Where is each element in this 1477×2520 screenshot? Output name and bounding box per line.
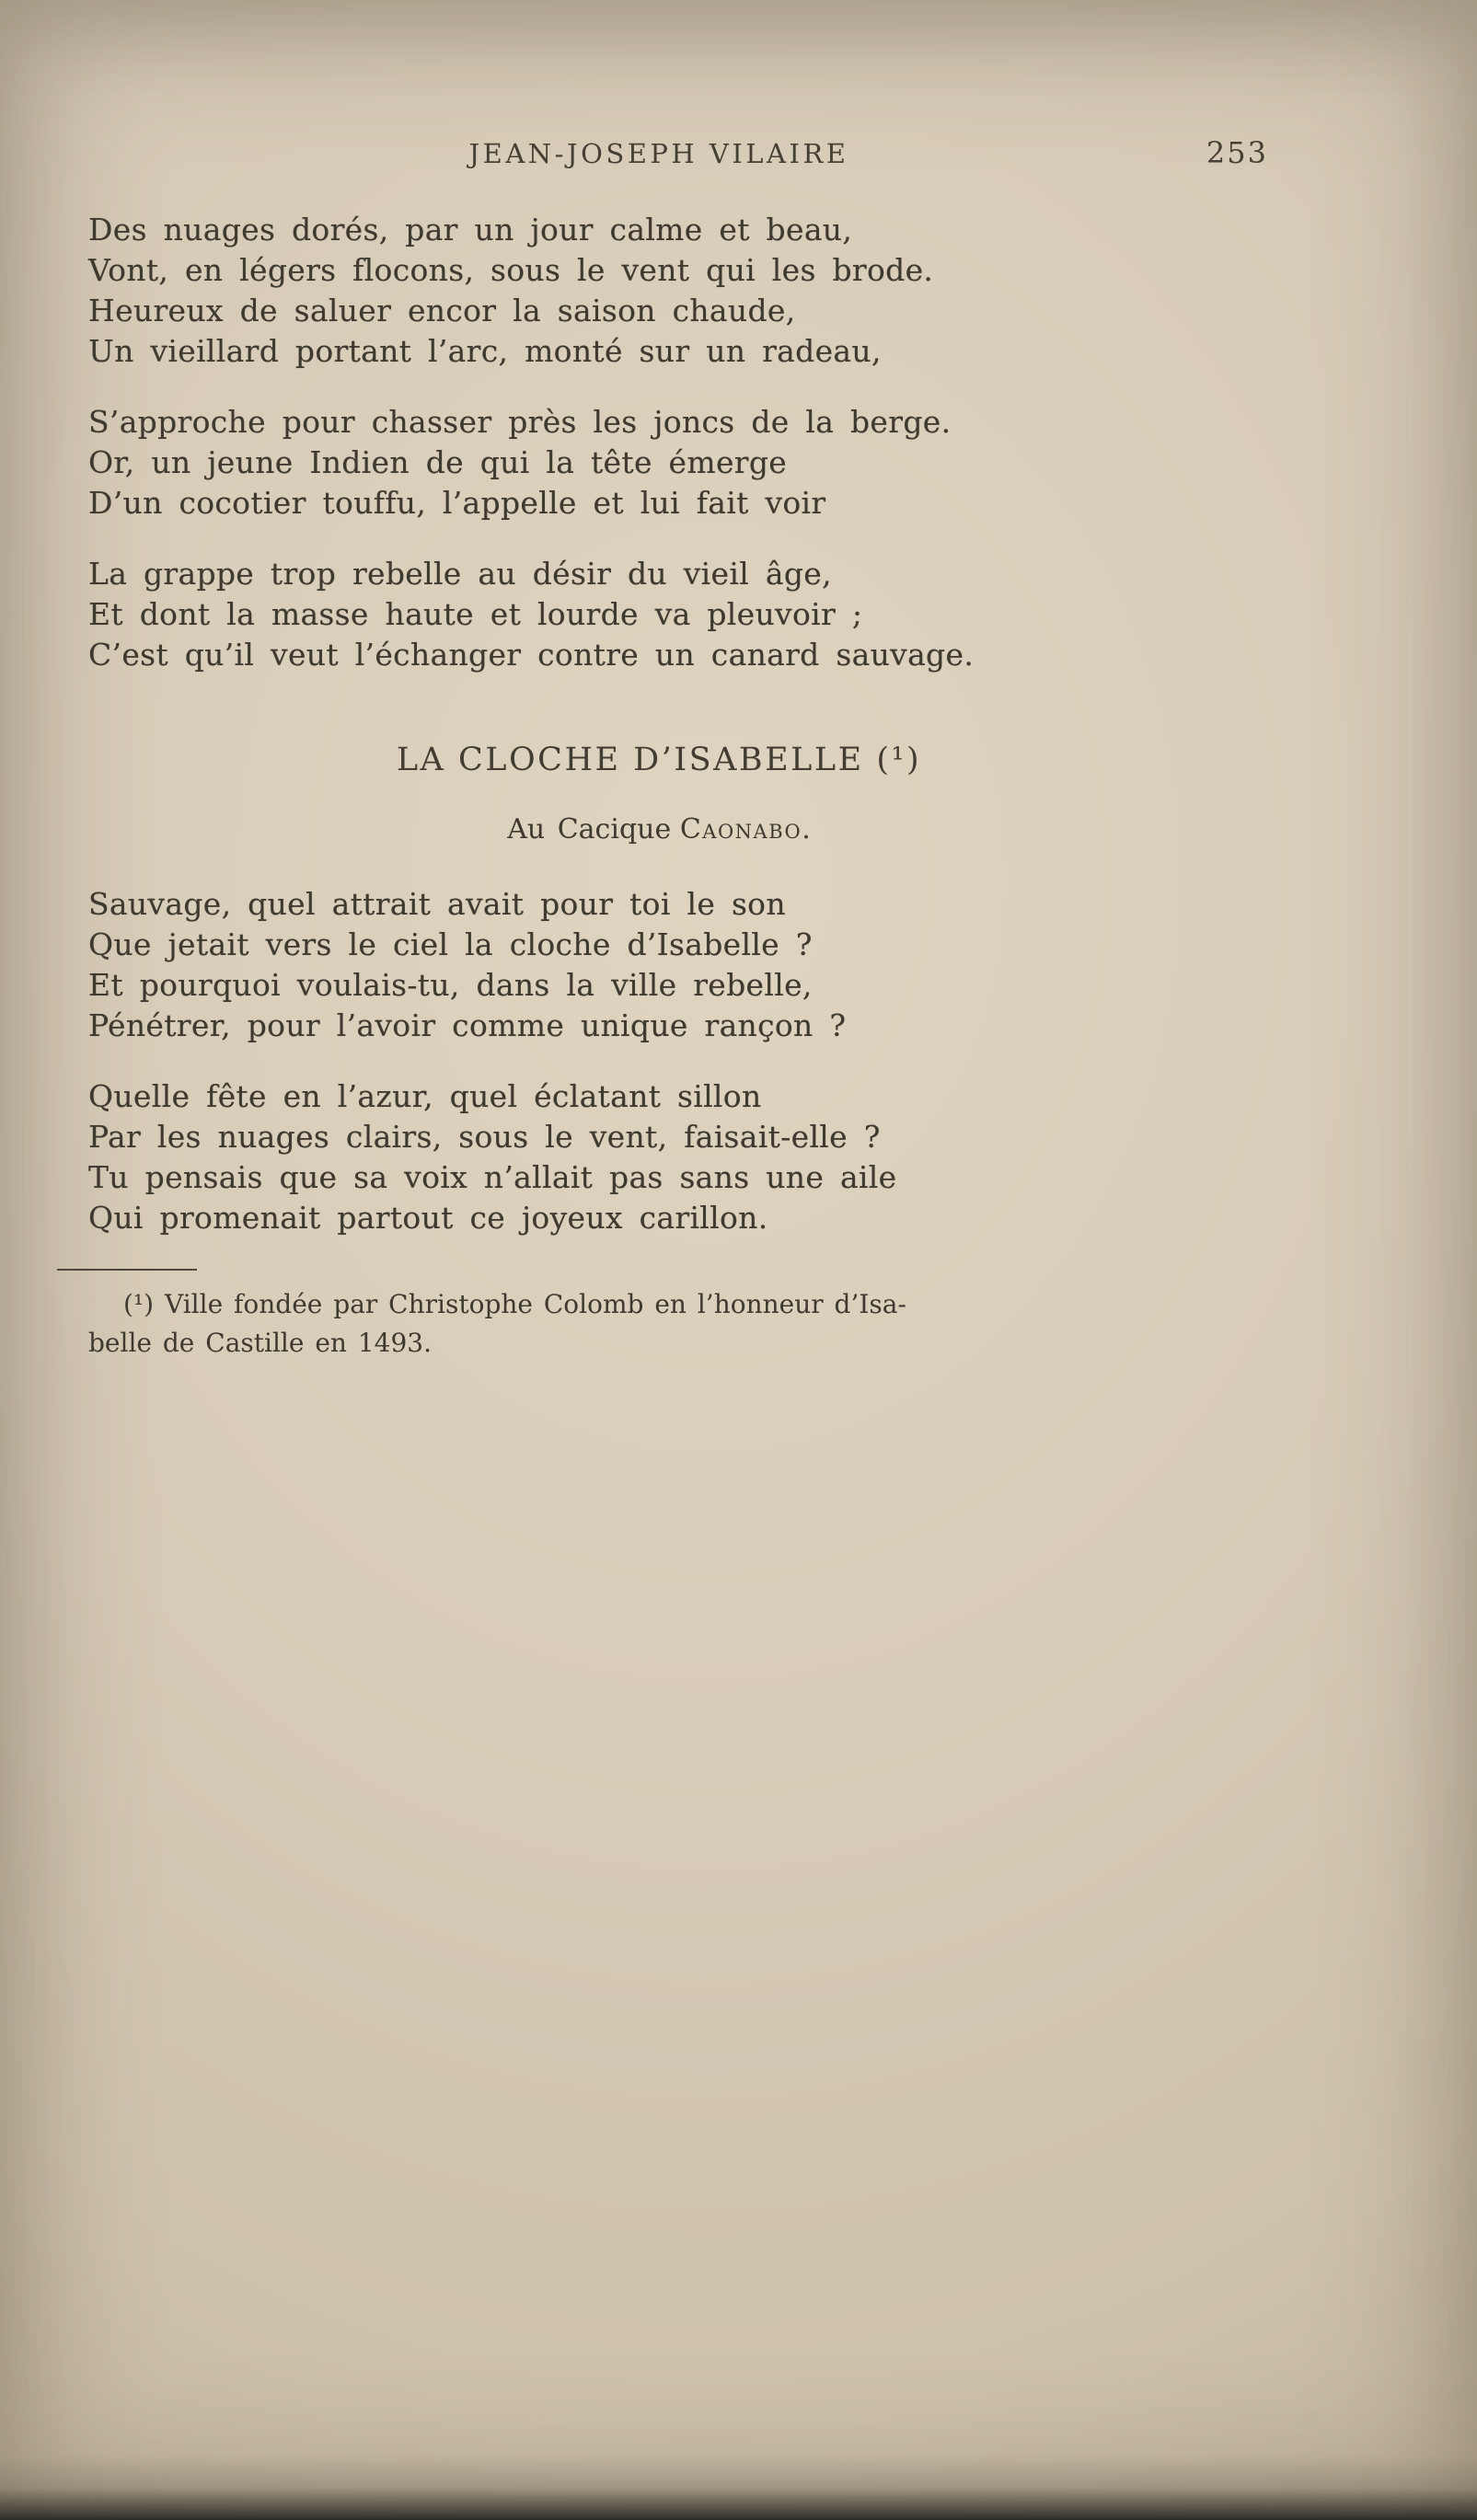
poem-stanza-5 bbox=[88, 1076, 1229, 1238]
poem-line: C’est qu’il veut l’échanger contre un canard sauvage. bbox=[88, 637, 975, 673]
poem-stanza-4 bbox=[88, 884, 1229, 1046]
dedication-period: . bbox=[802, 813, 811, 846]
poem-stanza-1 bbox=[88, 210, 1229, 372]
poem-line: Par les nuages clairs, sous le vent, faisait-elle ? bbox=[88, 1119, 881, 1155]
poem-line: D’un cocotier touffu, l’appelle et lui fait voir bbox=[88, 485, 826, 521]
poem-line: Sauvage, quel attrait avait pour toi le son bbox=[88, 886, 786, 922]
poem-line: Heureux de saluer encor la saison chaude, bbox=[88, 293, 796, 328]
poem-line: Un vieillard portant l’arc, monté sur un radeau, bbox=[88, 333, 882, 369]
footnote-line-1 bbox=[88, 1285, 1229, 1324]
poem-line: Quelle fête en l’azur, quel éclatant sillon bbox=[88, 1078, 762, 1114]
footnote-separator bbox=[57, 1269, 197, 1271]
poem-line: Des nuages dorés, par un jour calme et beau, bbox=[88, 212, 853, 247]
poem-line: Tu pensais que sa voix n’allait pas sans une aile bbox=[88, 1159, 897, 1195]
footnote-marker: (¹) bbox=[123, 1289, 155, 1319]
page-content bbox=[88, 135, 1268, 1363]
dedication-prefix: Au Cacique bbox=[507, 813, 672, 846]
page-number: 253 bbox=[1206, 135, 1268, 170]
poem-line: Pénétrer, pour l’avoir comme unique rançon ? bbox=[88, 1007, 847, 1043]
footnote bbox=[88, 1269, 1229, 1363]
footnote-text-1: Ville fondée par Christophe Colomb en l’honneur d’Isa- bbox=[164, 1289, 906, 1319]
poem-title: LA CLOCHE D’ISABELLE (¹) bbox=[396, 742, 922, 778]
dedication bbox=[88, 813, 1229, 846]
poem-line: Qui promenait partout ce joyeux carillon. bbox=[88, 1200, 768, 1236]
poem-stanza-2 bbox=[88, 402, 1229, 524]
running-header-title: JEAN-JOSEPH VILAIRE bbox=[468, 138, 849, 169]
running-header bbox=[88, 135, 1268, 173]
poem-line: Et pourquoi voulais-tu, dans la ville rebelle, bbox=[88, 967, 813, 1003]
dedication-name: Caonabo bbox=[679, 813, 802, 846]
footnote-line-2: belle de Castille en 1493. bbox=[88, 1328, 433, 1358]
poem-line: Que jetait vers le ciel la cloche d’Isabelle ? bbox=[88, 926, 813, 962]
poem-line: Et dont la masse haute et lourde va pleuvoir ; bbox=[88, 596, 863, 632]
poem-line: La grappe trop rebelle au désir du vieil âge, bbox=[88, 556, 832, 592]
poem-line: S’approche pour chasser près les joncs de la berge. bbox=[88, 404, 952, 440]
poem-line: Or, un jeune Indien de qui la tête émerge bbox=[88, 444, 788, 480]
poem-stanza-3 bbox=[88, 554, 1229, 675]
poem-line: Vont, en légers flocons, sous le vent qui les brode. bbox=[88, 252, 934, 288]
